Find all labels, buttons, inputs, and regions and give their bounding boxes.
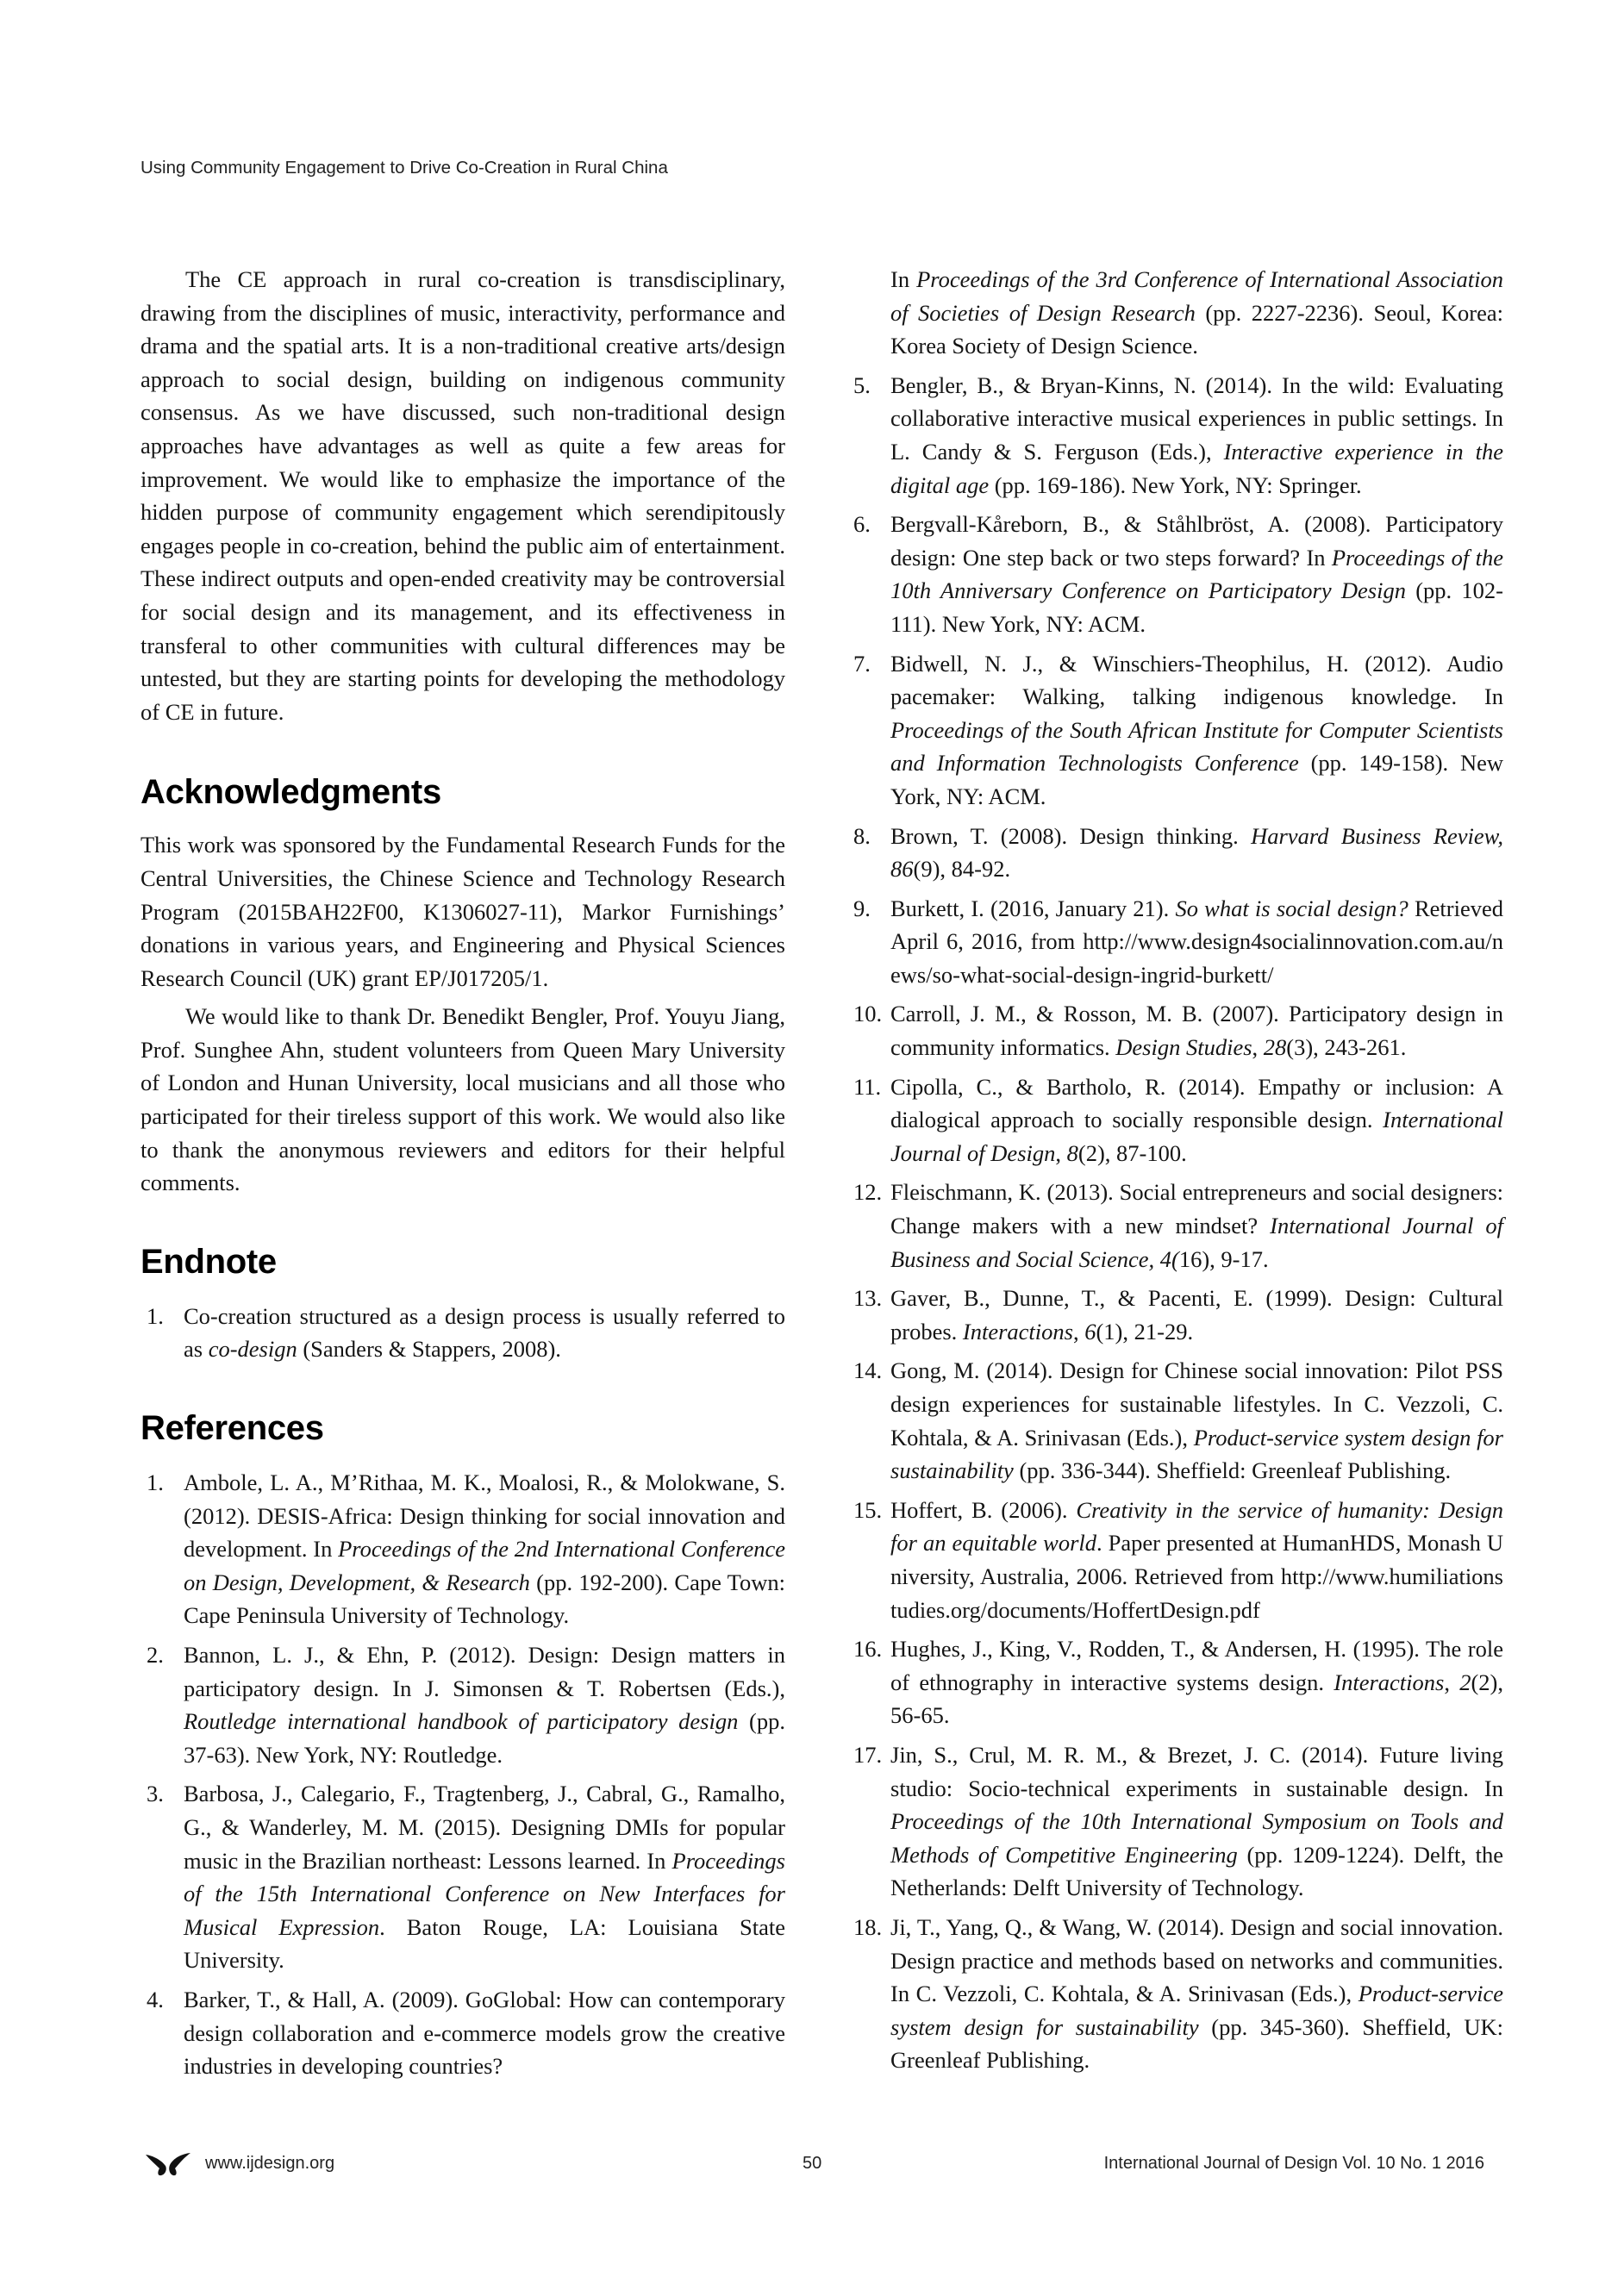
website-link[interactable]: www.ijdesign.org	[205, 2154, 335, 2173]
reference-item: 17. Jin, S., Crul, M. R. M., & Brezet, J. C. (2014). Future living studio: Socio-technical experiments in sustainable design. In Proceedings of the 10th International Symposium on Tools and Methods of Competitive Engineering (pp. 1209-1224). Delft, the Netherlands: Delft University of Technology.	[853, 1741, 1503, 1901]
reference-item: 12. Fleischmann, K. (2013). Social entrepreneurs and social designers: Change makers with a new mindset? International Journal of Business and Social Science, 4(16), 9-17.	[853, 1179, 1504, 1272]
reference-url[interactable]: Retrieved April 6, 2016, from http://www.design4socialinnovation.com.au/news/so-what-social-design-ingrid-burkett/	[890, 895, 1504, 988]
reference-item: 13. Gaver, B., Dunne, T., & Pacenti, E. (1999). Design: Cultural probes. Interactions, 6(1), 21-29.	[853, 1285, 1503, 1345]
references-list-left	[141, 1466, 785, 2083]
right-column	[853, 263, 1503, 2083]
acknowledgments-heading: Acknowledgments	[141, 773, 441, 812]
reference-item: 7. Bidwell, N. J., & Winschiers-Theophilus, H. (2012). Audio pacemaker: Walking, talking indigenous knowledge. In Proceedings of the South African Institute for Computer Scientists and Information Technologists Conference (pp. 149-158). New York, NY: ACM.	[853, 650, 1503, 809]
references-list-right	[853, 369, 1503, 2077]
endnote-number: 1.	[147, 1302, 164, 1329]
reference-item: 16. Hughes, J., King, V., Rodden, T., & Andersen, H. (1995). The role of ethnography in interactive systems design. Interactions, 2(2), 56-65.	[853, 1636, 1503, 1729]
reference-item: 15. Hoffert, B. (2006). Creativity in the service of humanity: Design for an equitable world. Paper presented at HumanHDS, Monash University, Australia, 2006. Retrieved from http://www.humiliationstudies.org/documents/HoffertDesign.pdf	[853, 1496, 1504, 1623]
page-footer	[0, 2152, 1624, 2178]
butterfly-logo-icon	[144, 2152, 192, 2178]
reference-item: 18. Ji, T., Yang, Q., & Wang, W. (2014). Design and social innovation. Design practice and methods based on networks and communities. In C. Vezzoli, C. Kohtala, & A. Srinivasan (Eds.), Product-service system design for sustainability (pp. 345-360). Sheffield, UK: Greenleaf Publishing.	[853, 1913, 1503, 2074]
acknowledgments-paragraph-1: This work was sponsored by the Fundamental Research Funds for the Central Universities, the Chinese Science and Technology Research Program (2015BAH22F00, K1306027-11), Markor Furnishings’ donations in various years, and Engineering and Physical Sciences Research Council (UK) grant EP/J017205/1.	[141, 832, 785, 991]
endnote-item: 1. Co-creation structured as a design process is usually referred to as co-design (Sanders & Stappers, 2008).	[141, 1300, 785, 1366]
reference-item: 1. Ambole, L. A., M’Rithaa, M. K., Moalosi, R., & Molokwane, S. (2012). DESIS-Africa: Design thinking for social innovation and development. In Proceedings of the 2nd International Conference on Design, Development, & Research (pp. 192-200). Cape Town: Cape Peninsula University of Technology.	[147, 1469, 785, 1629]
endnote-list	[141, 1300, 785, 1366]
reference-item: 10. Carroll, J. M., & Rosson, M. B. (2007). Participatory design in community informatics. Design Studies, 28(3), 243-261.	[853, 1001, 1503, 1061]
reference-item: 9. Burkett, I. (2016, January 21). So what is social design? Retrieved April 6, 2016, from http://www.design4socialinnovation.com.au/news/so-what-social-design-ingrid-burkett/	[853, 895, 1504, 988]
reference-item: 11. Cipolla, C., & Bartholo, R. (2014). Empathy or inclusion: A dialogical approach to socially responsible design. International Journal of Design, 8(2), 87-100.	[853, 1073, 1503, 1166]
reference-item: 8. Brown, T. (2008). Design thinking. Harvard Business Review, 86(9), 84-92.	[853, 822, 1503, 883]
reference-item: 6. Bergvall-Kåreborn, B., & Ståhlbröst, A. (2008). Participatory design: One step back or two steps forward? In Proceedings of the 10th Anniversary Conference on Participatory Design (pp. 102-111). New York, NY: ACM.	[853, 511, 1504, 637]
reference-url[interactable]: . Paper presented at HumanHDS, Monash University, Australia, 2006. Retrieved from http://www.humiliationstudies.org/documents/HoffertDesign.pdf	[890, 1530, 1504, 1623]
intro-paragraph: The CE approach in rural co-creation is transdisciplinary, drawing from the disciplines of music, interactivity, performance and drama and the spatial arts. It is a non-traditional creative arts/design approach to social design, building on indigenous community consensus. As we have discussed, such non-traditional design approaches have advantages as well as quite a few areas for improvement. We would like to emphasize the importance of the hidden purpose of community engagement which serendipitously engages people in co-creation, behind the public aim of entertainment. These indirect outputs and open-ended creativity may be controversial for social design and its management, and its effectiveness in transferal to other communities with cultural differences may be untested, but they are starting points for developing the methodology of CE in future.	[141, 266, 785, 725]
reference-item: 2. Bannon, L. J., & Ehn, P. (2012). Design: Design matters in participatory design. In J. Simonsen & T. Robertsen (Eds.), Routledge international handbook of participatory design (pp. 37-63). New York, NY: Routledge.	[147, 1642, 785, 1768]
left-column	[141, 263, 785, 2089]
journal-citation: International Journal of Design Vol. 10 No. 1 2016	[1103, 2154, 1484, 2173]
running-title: Using Community Engagement to Drive Co-Creation in Rural China	[141, 158, 668, 178]
endnote-heading: Endnote	[141, 1242, 277, 1281]
reference-item: 5. Bengler, B., & Bryan-Kinns, N. (2014). In the wild: Evaluating collaborative interactive musical experiences in public settings. In L. Candy & S. Ferguson (Eds.), Interactive experience in the digital age (pp. 169-186). New York, NY: Springer.	[853, 371, 1503, 498]
reference-item: 14. Gong, M. (2014). Design for Chinese social innovation: Pilot PSS design experiences for sustainable lifestyles. In C. Vezzoli, C. Kohtala, & A. Srinivasan (Eds.), Product-service system design for sustainability (pp. 336-344). Sheffield: Greenleaf Publishing.	[853, 1357, 1503, 1484]
reference-item-continued: In Proceedings of the 3rd Conference of International Association of Societies of Design Research (pp. 2227-2236). Seoul, Korea: Korea Society of Design Science.	[890, 266, 1504, 359]
reference-item: 4. Barker, T., & Hall, A. (2009). GoGlobal: How can contemporary design collaboration and e-commerce models grow the creative industries in developing countries?	[147, 1986, 785, 2080]
page-number: 50	[803, 2154, 822, 2173]
acknowledgments-paragraph-2: We would like to thank Dr. Benedikt Bengler, Prof. Youyu Jiang, Prof. Sunghee Ahn, student volunteers from Queen Mary University of London and Hunan University, local musicians and all those who participated for their tireless support of this work. We would also like to thank the anonymous reviewers and editors for their helpful comments.	[141, 1003, 785, 1196]
reference-item: 3. Barbosa, J., Calegario, F., Tragtenberg, J., Cabral, G., Ramalho, G., & Wanderley, M. M. (2015). Designing DMIs for popular music in the Brazilian northeast: Lessons learned. In Proceedings of the 15th International Conference on New Interfaces for Musical Expression. Baton Rouge, LA: Louisiana State University.	[147, 1781, 785, 1974]
references-heading: References	[141, 1409, 324, 1448]
